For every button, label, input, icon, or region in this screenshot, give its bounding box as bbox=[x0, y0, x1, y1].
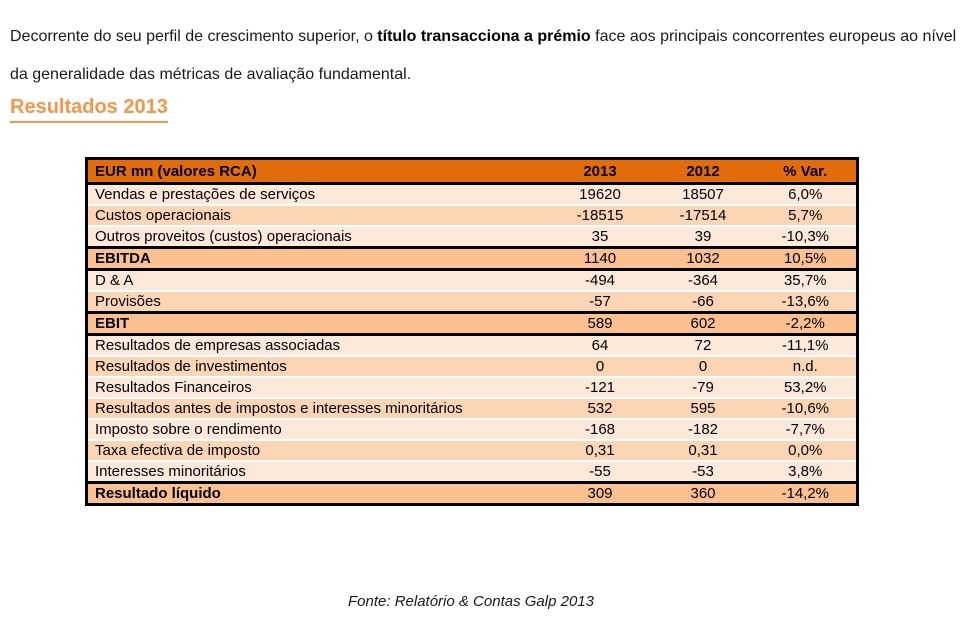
row-label: Interesses minoritários bbox=[87, 461, 549, 483]
row-value-2012: -364 bbox=[652, 270, 755, 292]
row-value-2013: 35 bbox=[549, 226, 652, 248]
table-row bbox=[87, 335, 858, 357]
row-value-2012: 0 bbox=[652, 356, 755, 377]
column-header-metric: EUR mn (valores RCA) bbox=[87, 159, 549, 184]
row-value-2012: 1032 bbox=[652, 248, 755, 270]
row-value-var: -11,1% bbox=[755, 335, 858, 357]
row-value-2013: -494 bbox=[549, 270, 652, 292]
row-value-2012: 595 bbox=[652, 398, 755, 419]
row-label: Resultados antes de impostos e interesses minoritários bbox=[87, 398, 549, 419]
row-label: Outros proveitos (custos) operacionais bbox=[87, 226, 549, 248]
row-value-var: -13,6% bbox=[755, 291, 858, 313]
row-label: Vendas e prestações de serviços bbox=[87, 184, 549, 206]
row-value-var: -14,2% bbox=[755, 483, 858, 505]
table-row bbox=[87, 419, 858, 440]
row-value-var: 53,2% bbox=[755, 377, 858, 398]
row-value-2013: -18515 bbox=[549, 205, 652, 226]
row-value-2013: 532 bbox=[549, 398, 652, 419]
row-value-2012: -17514 bbox=[652, 205, 755, 226]
row-value-2012: 602 bbox=[652, 313, 755, 335]
row-value-var: -10,3% bbox=[755, 226, 858, 248]
table-row bbox=[87, 205, 858, 226]
row-value-2013: -121 bbox=[549, 377, 652, 398]
row-value-2012: 360 bbox=[652, 483, 755, 505]
row-value-2013: 0 bbox=[549, 356, 652, 377]
table-row bbox=[87, 313, 858, 335]
row-label: Resultado líquido bbox=[87, 483, 549, 505]
table-header bbox=[87, 159, 858, 184]
row-value-2013: 0,31 bbox=[549, 440, 652, 461]
row-value-2012: 72 bbox=[652, 335, 755, 357]
table-row bbox=[87, 270, 858, 292]
section-heading: Resultados 2013 bbox=[10, 96, 168, 123]
row-label: Resultados de investimentos bbox=[87, 356, 549, 377]
table-body bbox=[87, 184, 858, 505]
row-value-2012: -182 bbox=[652, 419, 755, 440]
intro-text-bold: título transacciona a prémio bbox=[377, 28, 591, 45]
row-value-2012: -53 bbox=[652, 461, 755, 483]
row-value-var: -7,7% bbox=[755, 419, 858, 440]
column-header-2013: 2013 bbox=[549, 159, 652, 184]
row-value-2013: 589 bbox=[549, 313, 652, 335]
row-value-var: 10,5% bbox=[755, 248, 858, 270]
row-label: D & A bbox=[87, 270, 549, 292]
column-header-var: % Var. bbox=[755, 159, 858, 184]
table-row bbox=[87, 440, 858, 461]
intro-text-1: Decorrente do seu perfil de crescimento superior, o bbox=[10, 28, 378, 45]
table-row bbox=[87, 398, 858, 419]
row-value-var: -2,2% bbox=[755, 313, 858, 335]
row-label: EBITDA bbox=[87, 248, 549, 270]
row-label: Resultados de empresas associadas bbox=[87, 335, 549, 357]
row-value-var: 0,0% bbox=[755, 440, 858, 461]
row-value-2012: 0,31 bbox=[652, 440, 755, 461]
row-value-2013: -55 bbox=[549, 461, 652, 483]
table-row bbox=[87, 461, 858, 483]
intro-paragraph bbox=[10, 18, 958, 94]
table-row bbox=[87, 377, 858, 398]
row-value-2012: 18507 bbox=[652, 184, 755, 206]
row-value-var: 6,0% bbox=[755, 184, 858, 206]
row-label: Taxa efectiva de imposto bbox=[87, 440, 549, 461]
row-value-2012: 39 bbox=[652, 226, 755, 248]
row-value-var: 35,7% bbox=[755, 270, 858, 292]
row-value-2013: 309 bbox=[549, 483, 652, 505]
table-row bbox=[87, 483, 858, 505]
row-label: Resultados Financeiros bbox=[87, 377, 549, 398]
row-value-var: -10,6% bbox=[755, 398, 858, 419]
row-value-var: n.d. bbox=[755, 356, 858, 377]
results-table-container bbox=[85, 157, 859, 506]
row-value-2013: 19620 bbox=[549, 184, 652, 206]
row-value-2012: -79 bbox=[652, 377, 755, 398]
row-value-var: 3,8% bbox=[755, 461, 858, 483]
row-value-2013: -57 bbox=[549, 291, 652, 313]
row-label: Imposto sobre o rendimento bbox=[87, 419, 549, 440]
row-value-2012: -66 bbox=[652, 291, 755, 313]
row-label: Provisões bbox=[87, 291, 549, 313]
column-header-2012: 2012 bbox=[652, 159, 755, 184]
row-value-2013: 1140 bbox=[549, 248, 652, 270]
table-row bbox=[87, 226, 858, 248]
results-table bbox=[85, 157, 859, 506]
table-row bbox=[87, 291, 858, 313]
row-label: EBIT bbox=[87, 313, 549, 335]
row-value-2013: 64 bbox=[549, 335, 652, 357]
row-value-var: 5,7% bbox=[755, 205, 858, 226]
table-row bbox=[87, 184, 858, 206]
table-row bbox=[87, 356, 858, 377]
source-note: Fonte: Relatório & Contas Galp 2013 bbox=[348, 593, 594, 610]
row-label: Custos operacionais bbox=[87, 205, 549, 226]
intro-text-2: face aos principais concorrentes europeus ao nível da generalidade das métricas de avaliação fundamental. bbox=[10, 28, 957, 83]
row-value-2013: -168 bbox=[549, 419, 652, 440]
table-header-row bbox=[87, 159, 858, 184]
table-row bbox=[87, 248, 858, 270]
